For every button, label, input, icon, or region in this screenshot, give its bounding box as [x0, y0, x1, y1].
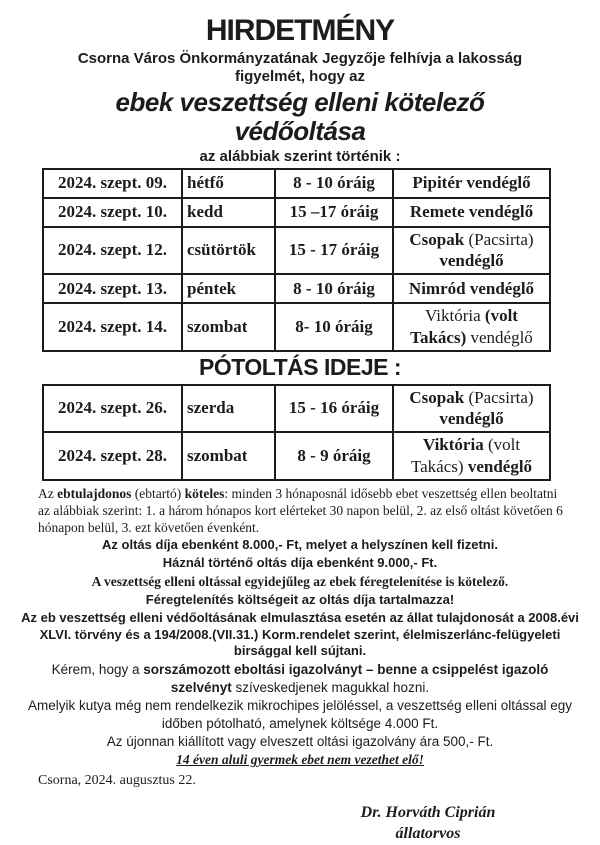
notice-emphasis: ebek veszettség elleni kötelező védőoltása: [115, 87, 485, 147]
location-cell: Remete vendéglő: [393, 198, 550, 227]
makeup-title: PÓTOLTÁS IDEJE :: [198, 353, 401, 380]
onsite-fee-line: Az oltás díja ebenként 8.000,- Ft, melyet a helyszínen kell fizetni.: [102, 537, 498, 553]
location-cell: Csopak (Pacsirta) vendéglő: [393, 385, 550, 433]
penalty-paragraph: Az eb veszettség elleni védőoltásának elmulasztása esetén az állat tulajdonosát a 2008.évi XLVI. törvény és a 194/2008.(VII.31.) Korm.rendelet szerint, élelmiszerlánc-felügyeleti birsággal kell sújtani.: [21, 609, 579, 659]
time-cell: 8 - 9 óráig: [275, 432, 393, 480]
schedule-row: [43, 432, 550, 480]
notice-subtitle: Csorna Város Önkormányzatának Jegyzője felhívja a lakosság figyelmét, hogy az: [77, 50, 523, 85]
notice-title: HIRDETMÉNY: [205, 14, 395, 47]
location-cell: Csopak (Pacsirta) vendéglő: [393, 227, 550, 275]
home-fee-line: Háznál történő oltás díja ebenként 9.000,- Ft.: [162, 555, 438, 571]
schedule-row: [43, 227, 550, 275]
microchip-paragraph: Amelyik kutya még nem rendelkezik mikrochipes jelöléssel, a veszettség elleni oltással egy időben pótolható, amelynek költsége 4.000 Ft.: [28, 698, 572, 731]
date-cell: 2024. szept. 14.: [43, 303, 182, 351]
regulation-text-block: [0, 485, 600, 768]
time-cell: 15 - 17 óráig: [275, 227, 393, 275]
date-cell: 2024. szept. 10.: [43, 198, 182, 227]
footer-date-line: Csorna, 2024. augusztus 22.: [38, 773, 196, 789]
day-cell: szerda: [182, 385, 275, 433]
time-cell: 8 - 10 óráig: [275, 274, 393, 303]
vaccination-schedule-table: [42, 168, 551, 352]
signatory-role: állatorvos: [395, 824, 461, 842]
day-cell: péntek: [182, 274, 275, 303]
schedule-row: [43, 169, 550, 198]
time-cell: 15 –17 óráig: [275, 198, 393, 227]
owner-obligation-paragraph: Az ebtulajdonos (ebtartó) köteles: minden 3 hónaposnál idősebb ebet veszettség ellen beoltatni az alábbiak szerint: 1. a három hónapos kort elérteket 30 napon belül, 2. az első oltást követően 6 hónapon belül, 3. ezt követően évenként.: [38, 485, 563, 536]
date-cell: 2024. szept. 12.: [43, 227, 182, 275]
time-cell: 8 - 10 óráig: [275, 169, 393, 198]
location-cell: Nimród vendéglő: [393, 274, 550, 303]
schedule-row: [43, 198, 550, 227]
day-cell: szombat: [182, 432, 275, 480]
date-cell: 2024. szept. 26.: [43, 385, 182, 433]
day-cell: kedd: [182, 198, 275, 227]
certificate-request-paragraph: Kérem, hogy a sorszámozott eboltási igazolványt – benne a csippelést igazoló szelvényt szíveskedjenek magukkal hozni.: [51, 662, 549, 695]
certificate-fee-line: Az újonnan kiállított vagy elveszett oltási igazolvány ára 500,- Ft.: [106, 734, 494, 750]
signatory-name: Dr. Horváth Ciprián: [360, 804, 496, 822]
schedule-row: [43, 274, 550, 303]
schedule-row: [43, 385, 550, 433]
deworming-fee-line: Féregtelenítés költségeit az oltás díja tartalmazza!: [145, 591, 455, 607]
schedule-intro: az alábbiak szerint történik :: [199, 147, 401, 165]
signature-block: [338, 803, 518, 845]
schedule-row: [43, 303, 550, 351]
date-cell: 2024. szept. 28.: [43, 432, 182, 480]
day-cell: hétfő: [182, 169, 275, 198]
date-cell: 2024. szept. 09.: [43, 169, 182, 198]
deworming-line: A veszettség elleni oltással egyidejűleg az ebek féregtelenítése is kötelező.: [91, 574, 509, 590]
location-cell: Viktória (volt Takács) vendéglő: [393, 432, 550, 480]
location-cell: Pipitér vendéglő: [393, 169, 550, 198]
time-cell: 8- 10 óráig: [275, 303, 393, 351]
minor-warning-line: 14 éven aluli gyermek ebet nem vezethet elő!: [176, 752, 424, 768]
day-cell: csütörtök: [182, 227, 275, 275]
day-cell: szombat: [182, 303, 275, 351]
time-cell: 15 - 16 óráig: [275, 385, 393, 433]
makeup-schedule-table: [42, 384, 551, 481]
location-cell: Viktória (volt Takács) vendéglő: [393, 303, 550, 351]
date-cell: 2024. szept. 13.: [43, 274, 182, 303]
